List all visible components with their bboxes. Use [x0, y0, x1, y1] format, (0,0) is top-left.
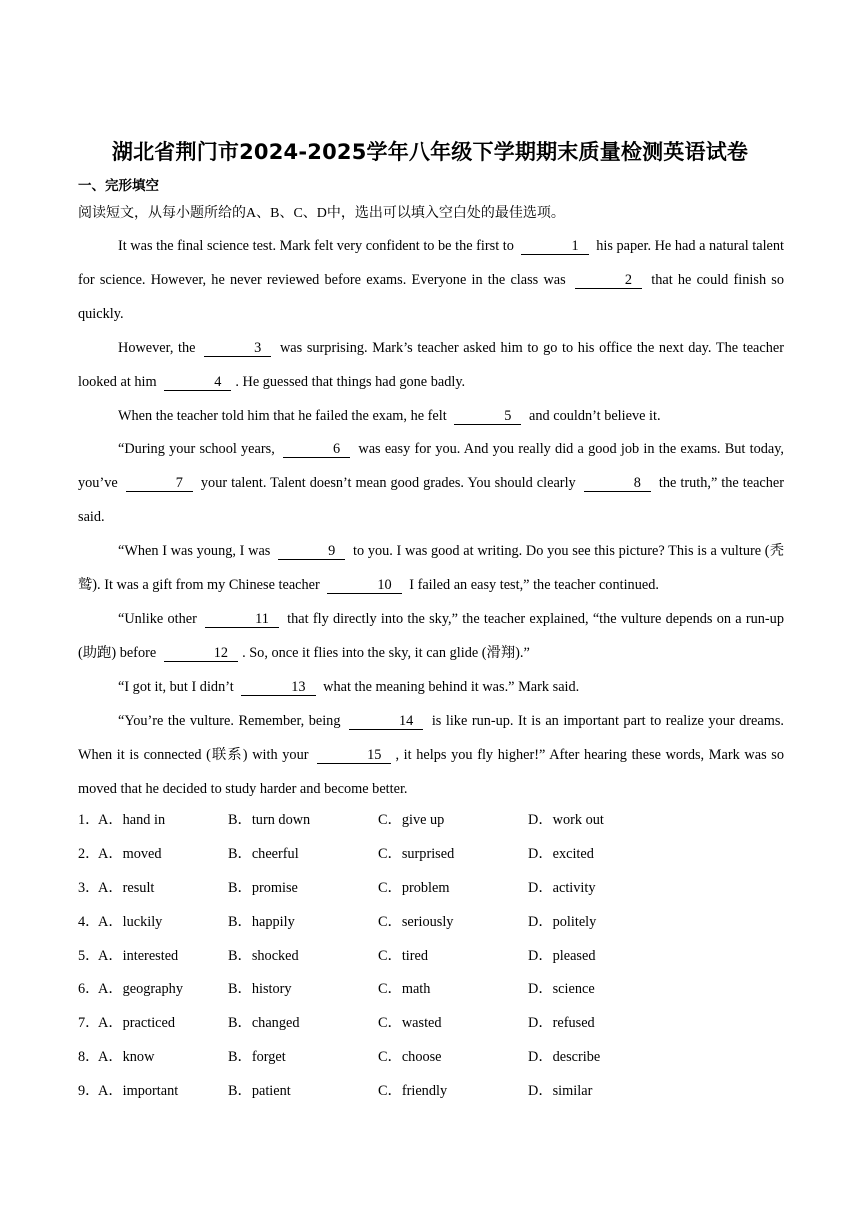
- blank-number: 4: [164, 374, 231, 391]
- option-b: B．forget: [228, 1049, 286, 1066]
- option-d: D．work out: [528, 812, 604, 828]
- passage-text: your talent. Talent doesn’t mean good grades. You should clearly: [200, 475, 576, 492]
- blank-number: 13: [241, 679, 315, 696]
- option-c: C．math: [378, 981, 431, 998]
- passage-paragraph: [78, 705, 784, 807]
- question-row: [78, 1075, 784, 1109]
- option-d: D．activity: [528, 879, 596, 896]
- passage-text: his paper. He had a natural talent for science. However, he never reviewed before exams. Everyone in the class was: [78, 238, 785, 288]
- passage-text: It was the final science test. Mark felt very confident to be the first to: [118, 238, 514, 254]
- question-number: 8．: [78, 1049, 100, 1066]
- option-d: D．describe: [528, 1049, 601, 1066]
- passage-paragraph: [78, 332, 784, 400]
- option-b: B．happily: [228, 913, 295, 930]
- passage-text: . So, once it flies into the sky, it can glide (滑翔).”: [242, 644, 530, 661]
- question-number: 1．: [78, 812, 100, 828]
- option-a: A．important: [98, 1083, 179, 1100]
- passage-text: “I got it, but I didn’t: [118, 678, 234, 695]
- option-c: C．problem: [378, 879, 450, 896]
- question-row: [78, 940, 784, 974]
- option-c: C．choose: [378, 1049, 442, 1066]
- option-c: C．wasted: [378, 1015, 442, 1032]
- question-number: 5．: [78, 947, 100, 964]
- blank-number: 10: [327, 577, 401, 594]
- question-row: [78, 1041, 784, 1075]
- question-list: [78, 804, 784, 1109]
- passage-text: what the meaning behind it was.” Mark said.: [323, 678, 580, 695]
- passage-text: was easy for you. And you really did a good job in the exams. But today, you’ve: [78, 441, 784, 492]
- passage-text: is like run-up. It is an important part to realize your dreams. When it is connected (联系) with your: [78, 712, 784, 763]
- option-b: B．changed: [228, 1015, 300, 1032]
- option-b: B．shocked: [228, 947, 299, 964]
- option-c: C．seriously: [378, 913, 454, 930]
- option-a: A．hand in: [98, 812, 166, 828]
- option-a: A．practiced: [98, 1015, 176, 1032]
- passage-paragraph: [78, 671, 784, 705]
- option-d: D．excited: [528, 845, 594, 862]
- passage-text: was surprising. Mark’s teacher asked him to go to his office the next day. The teacher looked at him: [78, 339, 784, 390]
- passage-text: “When I was young, I was: [118, 543, 271, 560]
- option-d: D．refused: [528, 1015, 595, 1032]
- blank-number: 11: [205, 611, 279, 628]
- option-b: B．patient: [228, 1083, 291, 1100]
- instruction-text: 阅读短文，从每小题所给的A、B、C、D中，选出可以填入空白处的最佳选项。: [78, 206, 565, 221]
- passage-text: When the teacher told him that he failed the exam, he felt: [118, 407, 447, 424]
- blank-number: 14: [349, 713, 423, 730]
- blank-number: 8: [584, 475, 651, 492]
- option-a: A．know: [98, 1049, 155, 1066]
- question-row: [78, 838, 784, 872]
- passage-text: . He guessed that things had gone badly.: [235, 373, 466, 390]
- passage-text: the truth,” the teacher said.: [78, 475, 785, 526]
- blank-number: 5: [454, 408, 521, 425]
- passage-text: “During your school years,: [118, 441, 275, 458]
- passage-paragraph: [78, 603, 784, 671]
- question-row: [78, 1007, 784, 1041]
- blank-number: 2: [575, 272, 642, 289]
- passage-text: and couldn’t believe it.: [529, 407, 661, 424]
- option-d: D．pleased: [528, 947, 596, 964]
- option-b: B．promise: [228, 879, 298, 896]
- question-number: 3．: [78, 879, 100, 896]
- option-a: A．geography: [98, 981, 183, 998]
- blank-number: 9: [278, 543, 345, 560]
- option-d: D．politely: [528, 913, 597, 930]
- option-a: A．luckily: [98, 913, 163, 930]
- passage-paragraph: [78, 400, 784, 434]
- question-number: 9．: [78, 1083, 100, 1100]
- option-a: A．interested: [98, 947, 179, 964]
- option-b: B．turn down: [228, 812, 311, 828]
- option-c: C．friendly: [378, 1083, 448, 1100]
- passage-text: to you. I was good at writing. Do you see this picture? This is a vulture (秃鹫). It was a gift from my Chinese teacher: [78, 543, 784, 594]
- section-heading: 一、完形填空: [78, 178, 159, 194]
- question-number: 4．: [78, 913, 100, 930]
- passage-text: “Unlike other: [118, 610, 197, 627]
- blank-number: 15: [317, 747, 391, 764]
- question-number: 6．: [78, 981, 100, 998]
- option-d: D．science: [528, 981, 595, 998]
- option-c: C．surprised: [378, 845, 455, 862]
- option-c: C．give up: [378, 812, 445, 828]
- question-row: [78, 906, 784, 940]
- question-number: 2．: [78, 845, 100, 862]
- option-c: C．tired: [378, 947, 429, 964]
- option-b: B．cheerful: [228, 845, 299, 862]
- passage-paragraph: [78, 230, 784, 332]
- question-number: 7．: [78, 1015, 100, 1032]
- blank-number: 7: [126, 475, 193, 492]
- page-title: 湖北省荆门市2024-2025学年八年级下学期期末质量检测英语试卷: [111, 140, 749, 164]
- passage: [78, 230, 784, 806]
- question-row: [78, 973, 784, 1007]
- option-a: A．moved: [98, 845, 162, 862]
- blank-number: 1: [521, 238, 588, 255]
- question-row: [78, 872, 784, 906]
- blank-number: 3: [204, 340, 271, 357]
- blank-number: 12: [164, 645, 238, 662]
- question-row: [78, 804, 784, 838]
- passage-text: that he could finish so quickly.: [78, 271, 784, 322]
- passage-text: , it helps you fly higher!” After hearing these words, Mark was so moved that he decided to study harder and become better.: [78, 746, 785, 797]
- option-d: D．similar: [528, 1083, 593, 1100]
- passage-text: “You’re the vulture. Remember, being: [118, 712, 341, 729]
- passage-text: However, the: [118, 339, 196, 356]
- passage-paragraph: [78, 535, 784, 603]
- passage-text: that fly directly into the sky,” the teacher explained, “the vulture depends on a run-up (助跑) before: [78, 610, 784, 661]
- blank-number: 6: [283, 441, 350, 458]
- option-b: B．history: [228, 981, 292, 998]
- option-a: A．result: [98, 879, 155, 896]
- passage-text: I failed an easy test,” the teacher continued.: [409, 577, 659, 594]
- passage-paragraph: [78, 433, 784, 535]
